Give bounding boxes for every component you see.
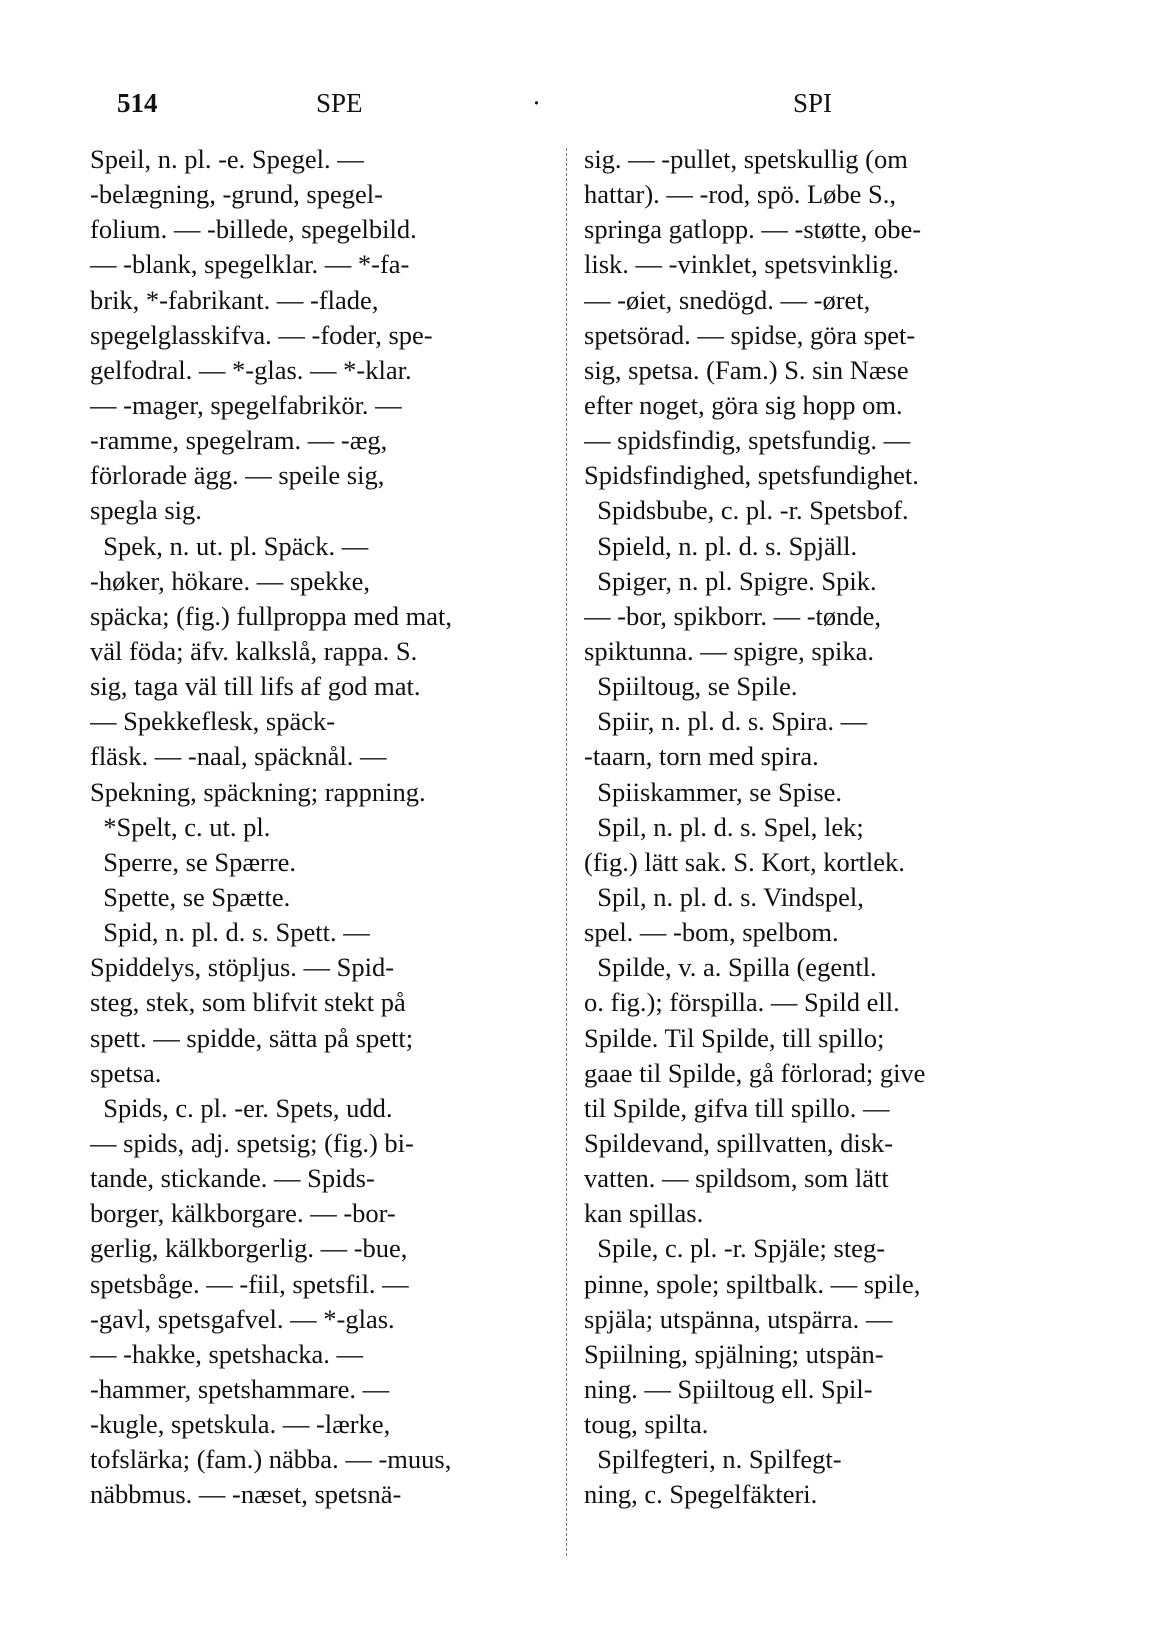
left-column-line: gelfodral. — *-glas. — *-klar. (90, 354, 412, 385)
right-column-line: kan spillas. (584, 1198, 704, 1229)
column-divider (566, 148, 567, 1556)
header-dot: · (532, 88, 541, 118)
left-column-line: — Spekkeflesk, späck- (90, 706, 336, 737)
left-column-line: -ramme, spegelram. — -æg, (90, 425, 388, 456)
left-column-line: *Spelt, c. ut. pl. (90, 811, 271, 842)
left-column-line: folium. — -billede, spegelbild. (90, 214, 417, 245)
left-column-line: -hammer, spetshammare. — (90, 1373, 390, 1404)
right-column-line: spetsörad. — spidse, göra spet- (584, 319, 916, 350)
right-column-line: Spiger, n. pl. Spigre. Spik. (584, 565, 877, 596)
right-column-line: sig. — -pullet, spetskullig (om (584, 144, 908, 174)
left-column-line: — -mager, spegelfabrikör. — (90, 389, 402, 420)
running-header (0, 88, 1152, 128)
left-column-line: spegla sig. (90, 495, 202, 526)
left-column-line: Spekning, späckning; rappning. (90, 776, 426, 807)
left-column-line: Spette, se Spætte. (90, 881, 291, 912)
right-column-line: spel. — -bom, spelbom. (584, 917, 839, 948)
right-column-line: Spildevand, spillvatten, disk- (584, 1127, 894, 1158)
left-column-line: späcka; (fig.) fullproppa med mat, (90, 600, 453, 631)
left-column-line: Spiddelys, stöpljus. — Spid- (90, 952, 395, 983)
right-column-line: -taarn, torn med spira. (584, 741, 819, 772)
right-column-line: Spil, n. pl. d. s. Spel, lek; (584, 811, 864, 842)
right-column-line: Spile, c. pl. -r. Spjäle; steg- (584, 1233, 886, 1264)
right-column-line: gaae til Spilde, gå förlorad; give (584, 1057, 926, 1088)
left-column-line: Speil, n. pl. -e. Spegel. — (90, 144, 364, 174)
left-column-line: Sperre, se Spærre. (90, 846, 297, 877)
right-column-line: ning, c. Spegelfäkteri. (584, 1479, 818, 1510)
right-column-line: Spilfegteri, n. Spilfegt- (584, 1444, 842, 1475)
right-column-line: sig, spetsa. (Fam.) S. sin Næse (584, 354, 909, 385)
left-column-line: — -hakke, spetshacka. — (90, 1338, 364, 1369)
right-column-line: Spidsfindighed, spetsfundighet. (584, 460, 919, 491)
left-column-line: — -blank, spegelklar. — *-fa- (90, 249, 410, 280)
right-column-line: — spidsfindig, spetsfundig. — (584, 425, 911, 456)
left-column-line: Spids, c. pl. -er. Spets, udd. (90, 1092, 393, 1123)
right-column-line: Spiilning, spjälning; utspän- (584, 1338, 884, 1369)
left-column-line: brik, *-fabrikant. — -flade, (90, 284, 379, 315)
right-column-line: spjäla; utspänna, utspärra. — (584, 1303, 893, 1334)
right-column-line: Spield, n. pl. d. s. Spjäll. (584, 530, 858, 561)
right-column-line: til Spilde, gifva till spillo. — (584, 1092, 890, 1123)
right-column-line: vatten. — spildsom, som lätt (584, 1163, 889, 1194)
left-column-line: fläsk. — -naal, späcknål. — (90, 741, 387, 772)
right-column-line: — -øiet, snedögd. — -øret, (584, 284, 871, 315)
right-column-line: toug, spilta. (584, 1409, 709, 1440)
right-guide-word: SPI (793, 88, 833, 118)
right-column-line: — -bor, spikborr. — -tønde, (584, 600, 882, 631)
right-column-line: Spidsbube, c. pl. -r. Spetsbof. (584, 495, 909, 526)
left-column-line: spetsa. (90, 1057, 162, 1088)
left-column-line: -høker, hökare. — spekke, (90, 565, 371, 596)
left-column-line: spetsbåge. — -fiil, spetsfil. — (90, 1268, 409, 1299)
left-column-line: spegelglasskifva. — -foder, spe- (90, 319, 433, 350)
right-column-line: hattar). — -rod, spö. Løbe S., (584, 179, 897, 210)
left-column-line: förlorade ägg. — speile sig, (90, 460, 385, 491)
left-column-line: steg, stek, som blifvit stekt på (90, 987, 406, 1018)
left-column-line: tofslärka; (fam.) näbba. — -muus, (90, 1444, 452, 1475)
left-column-line: väl föda; äfv. kalkslå, rappa. S. (90, 635, 418, 666)
left-column-line: -belægning, -grund, spegel- (90, 179, 383, 210)
right-column-line: spiktunna. — spigre, spika. (584, 635, 874, 666)
right-column-line: o. fig.); förspilla. — Spild ell. (584, 987, 900, 1018)
left-column-line: Spek, n. ut. pl. Späck. — (90, 530, 369, 561)
right-column-line: (fig.) lätt sak. S. Kort, kortlek. (584, 846, 905, 877)
right-column-line: Spil, n. pl. d. s. Vindspel, (584, 881, 864, 912)
left-column-line: -gavl, spetsgafvel. — *-glas. (90, 1303, 395, 1334)
left-column-line: -kugle, spetskula. — -lærke, (90, 1409, 391, 1440)
right-column-line: efter noget, göra sig hopp om. (584, 389, 903, 420)
left-column-line: spett. — spidde, sätta på spett; (90, 1022, 414, 1053)
left-column (90, 142, 548, 1512)
page-number: 514 (117, 88, 158, 118)
right-column (584, 142, 1050, 1512)
left-column-line: näbbmus. — -næset, spetsnä- (90, 1479, 402, 1510)
left-guide-word: SPE (316, 88, 363, 118)
left-column-line: sig, taga väl till lifs af god mat. (90, 671, 421, 702)
left-column-line: Spid, n. pl. d. s. Spett. — (90, 917, 370, 948)
right-column-line: Spilde. Til Spilde, till spillo; (584, 1022, 885, 1053)
right-column-line: ning. — Spiiltoug ell. Spil- (584, 1373, 873, 1404)
right-column-line: Spiiskammer, se Spise. (584, 776, 843, 807)
right-column-line: Spiir, n. pl. d. s. Spira. — (584, 706, 868, 737)
left-column-line: borger, kälkborgare. — -bor- (90, 1198, 396, 1229)
right-column-line: pinne, spole; spiltbalk. — spile, (584, 1268, 921, 1299)
right-column-line: springa gatlopp. — -støtte, obe- (584, 214, 922, 245)
right-column-line: Spiiltoug, se Spile. (584, 671, 798, 702)
right-column-line: Spilde, v. a. Spilla (egentl. (584, 952, 877, 983)
left-column-line: tande, stickande. — Spids- (90, 1163, 375, 1194)
left-column-line: gerlig, kälkborgerlig. — -bue, (90, 1233, 408, 1264)
right-column-line: lisk. — -vinklet, spetsvinklig. (584, 249, 900, 280)
left-column-line: — spids, adj. spetsig; (fig.) bi- (90, 1127, 414, 1158)
